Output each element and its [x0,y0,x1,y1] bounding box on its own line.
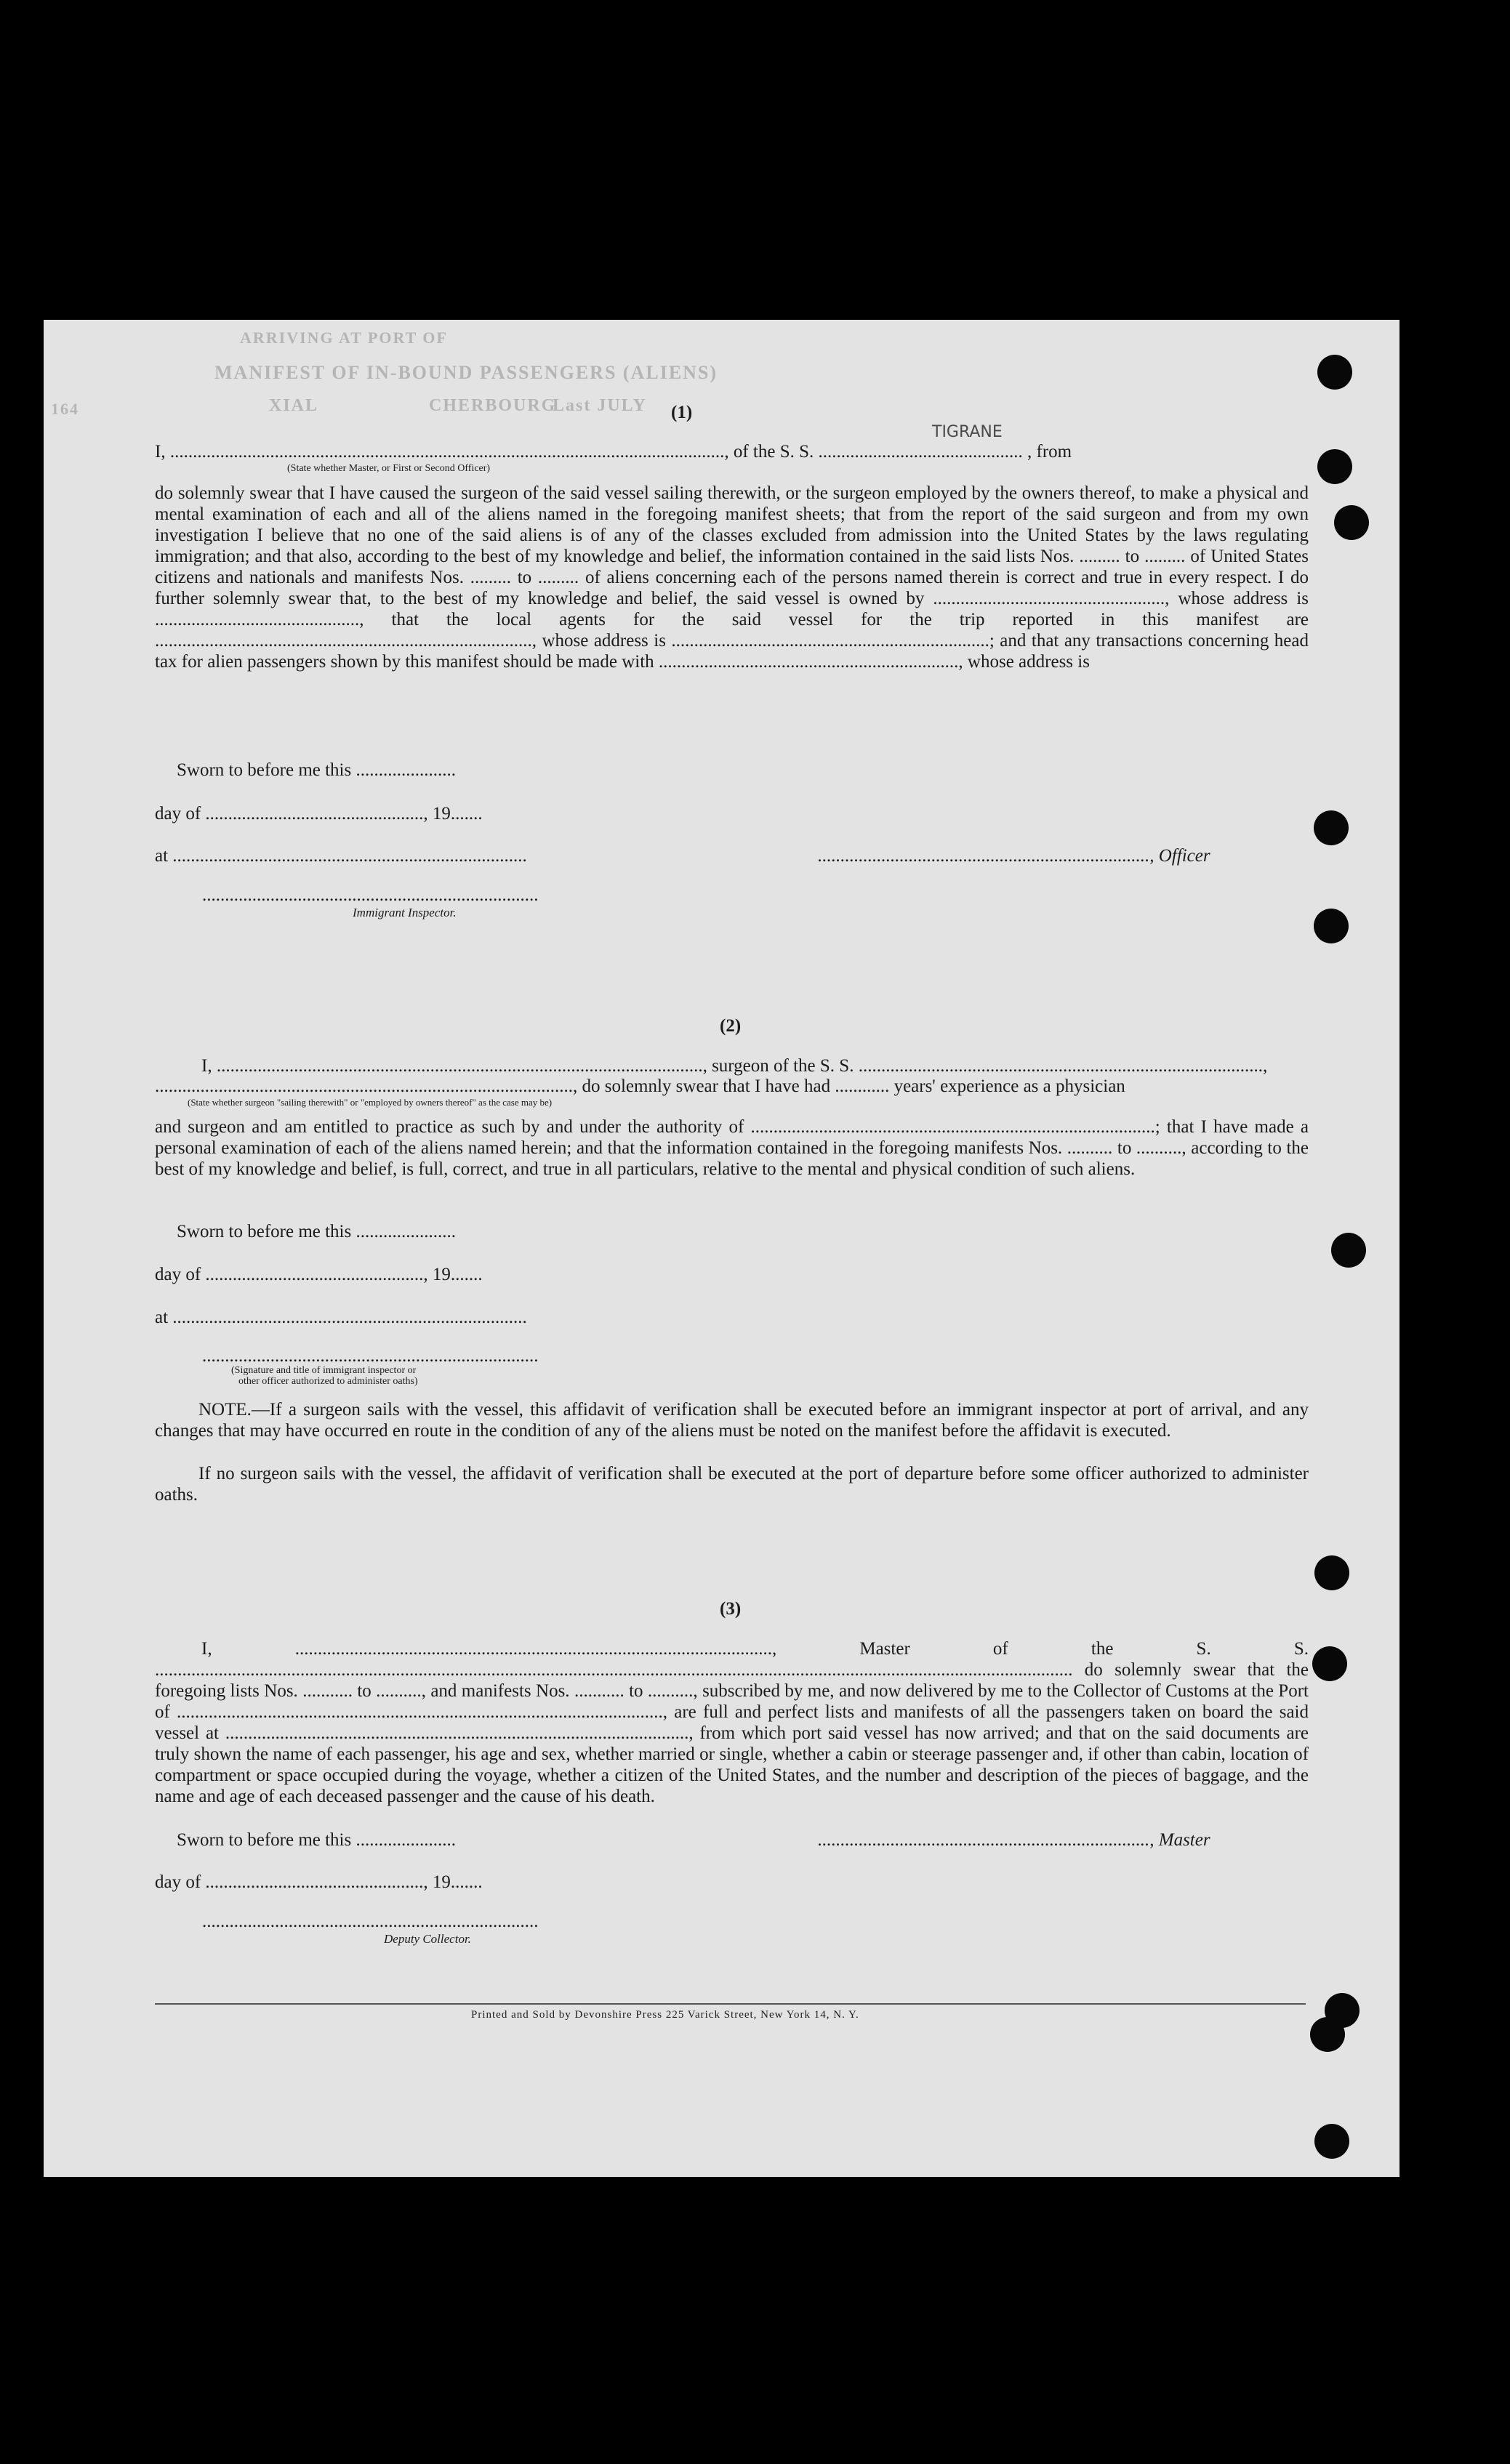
section-3-master-line: ........................................................................., Master [818,1830,1210,1850]
punch-hole [1317,355,1352,390]
footer-rule [155,2003,1306,2005]
punch-hole [1314,1555,1349,1590]
section-2-number: (2) [720,1016,742,1036]
section-1-inspector-line: .......................................................................... [202,885,539,905]
section-3-collector-label: Deputy Collector. [384,1932,471,1946]
section-1-officer-note: (State whether Master, or First or Second Officer) [287,463,491,474]
section-3-oath-text: I, ........................................................................................................., Master of the S. S. .......................................................................................................................................................................................................... do solemnly swear that the foregoing lists Nos. ........... to .........., and manifests Nos. ........... to .........., subscribed by me, and now delivered by me to the Collector of Customs at the Port of ..........................................................................................................., are full and perfect lists and manifests of all the passengers taken on board the said vessel at ......................................................................................................, from which port said vessel has now arrived; and that on the said documents are truly shown the name of each passenger, his age and sex, whether married or single, whether a cabin or steerage passenger and, if other than cabin, location of compartment or space occupied during the voyage, whether a citizen of the United States, and the number and description of the pieces of baggage, and the name and age of each deceased passenger and the cause of his death. [155,1639,1309,1806]
punch-hole [1312,1646,1347,1681]
section-2-surgeon-note: (State whether surgeon "sailing therewith" or "employed by owners thereof" as the case may be) [188,1097,553,1108]
section-2-second-line: ............................................................................................, do solemnly swear that I have had ............ years' experience as a physician [155,1076,1125,1096]
ship-name-handwritten: TIGRANE [932,423,1003,441]
section-2-sworn: Sworn to before me this ...................... [177,1222,456,1241]
section-3-day-of: day of ................................................, 19....... [155,1872,483,1892]
section-1-sworn: Sworn to before me this ...................... [177,760,456,780]
bleed-through-date: Last JULY [553,396,647,415]
section-1-day-of: day of ................................................, 19....... [155,804,483,824]
section-3-collector-line: .......................................................................... [202,1912,539,1931]
section-1-at: at .............................................................................. [155,846,527,866]
section-2-signature-label-2: other officer authorized to administer oaths) [238,1376,418,1387]
section-1-officer-line: ........................................................................., Officer [818,846,1210,866]
punch-hole [1314,909,1349,943]
section-3-number: (3) [720,1599,742,1619]
note-paragraph-2: If no surgeon sails with the vessel, the affidavit of verification shall be executed at the port of departure before some officer authorized to administer oaths. [155,1464,1309,1505]
bleed-through-from: CHERBOURG [429,396,557,415]
section-3-sworn: Sworn to before me this ...................... [177,1830,456,1850]
section-1-inspector-label: Immigrant Inspector. [353,906,457,919]
section-2-at: at .............................................................................. [155,1308,527,1327]
punch-hole [1310,2017,1345,2052]
punch-hole [1331,1233,1366,1268]
punch-hole [1314,810,1349,845]
printer-credit: Printed and Sold by Devonshire Press 225 Varick Street, New York 14, N. Y. [471,2009,859,2021]
note-paragraph: NOTE.—If a surgeon sails with the vessel, this affidavit of verification shall be executed before an immigrant inspector at port of arrival, and any changes that may have occurred en route in the condition of any of the aliens must be noted on the manifest before the affidavit is executed. [155,1400,1309,1441]
section-1-first-line: I, .........................................................................................................................., of the S. S. ............................................. [155,442,1023,462]
section-2-day-of: day of ................................................, 19....... [155,1265,483,1284]
punch-hole [1314,2124,1349,2159]
bleed-through-subtitle: ARRIVING AT PORT OF [240,329,448,347]
section-1-oath-text: do solemnly swear that I have caused the surgeon of the said vessel sailing therewith, or the surgeon employed by the owners thereof, to make a physical and mental examination of each and all of the aliens named in the foregoing manifest sheets; that from the report of the said surgeon and from my own investigation I believe that no one of the said aliens is of any of the classes excluded from admission into the United States by the laws regulating immigration; and that also, according to the best of my knowledge and belief, the information contained in the said lists Nos. ......... to ......... of United States citizens and nationals and manifests Nos. ......... to ......... of aliens concerning each of the persons named therein is correct and true in every respect. I do further solemnly swear that, to the best of my knowledge and belief, the said vessel is owned by ..................................................., whose address is ............................................., that the local agents for the said vessel for the trip reported in this manifest are ..................................................................................., whose address is ......................................................................; and that any transactions concerning head tax for alien passengers shown by this manifest should be made with .................................................................., whose address is [155,483,1309,672]
section-1-number: (1) [671,403,693,422]
section-2-first-line: I, ..........................................................................................................., surgeon of the S. S. ........................................................................................., [201,1056,1268,1076]
manifest-back-sheet [44,320,1399,2177]
punch-hole [1334,505,1369,540]
bleed-through-ship: XIAL [269,396,319,415]
bleed-through-title: MANIFEST OF IN-BOUND PASSENGERS (ALIENS) [214,362,718,383]
section-1-from-label: , from [1027,442,1072,462]
section-2-signature-label-1: (Signature and title of immigrant inspector or [231,1365,417,1376]
section-2-signature-line: .......................................................................... [202,1346,539,1366]
bleed-through-page-no: 164 [51,400,79,418]
section-2-oath-text: and surgeon and am entitled to practice as such by and under the authority of .........................................................................................; that I have made a personal examination of each of the aliens named herein; and that the information contained in the foregoing manifests Nos. .......... to .........., according to the best of my knowledge and belief, is full, correct, and true in all particulars, relative to the mental and physical condition of such aliens. [155,1117,1309,1179]
punch-hole [1317,449,1352,484]
